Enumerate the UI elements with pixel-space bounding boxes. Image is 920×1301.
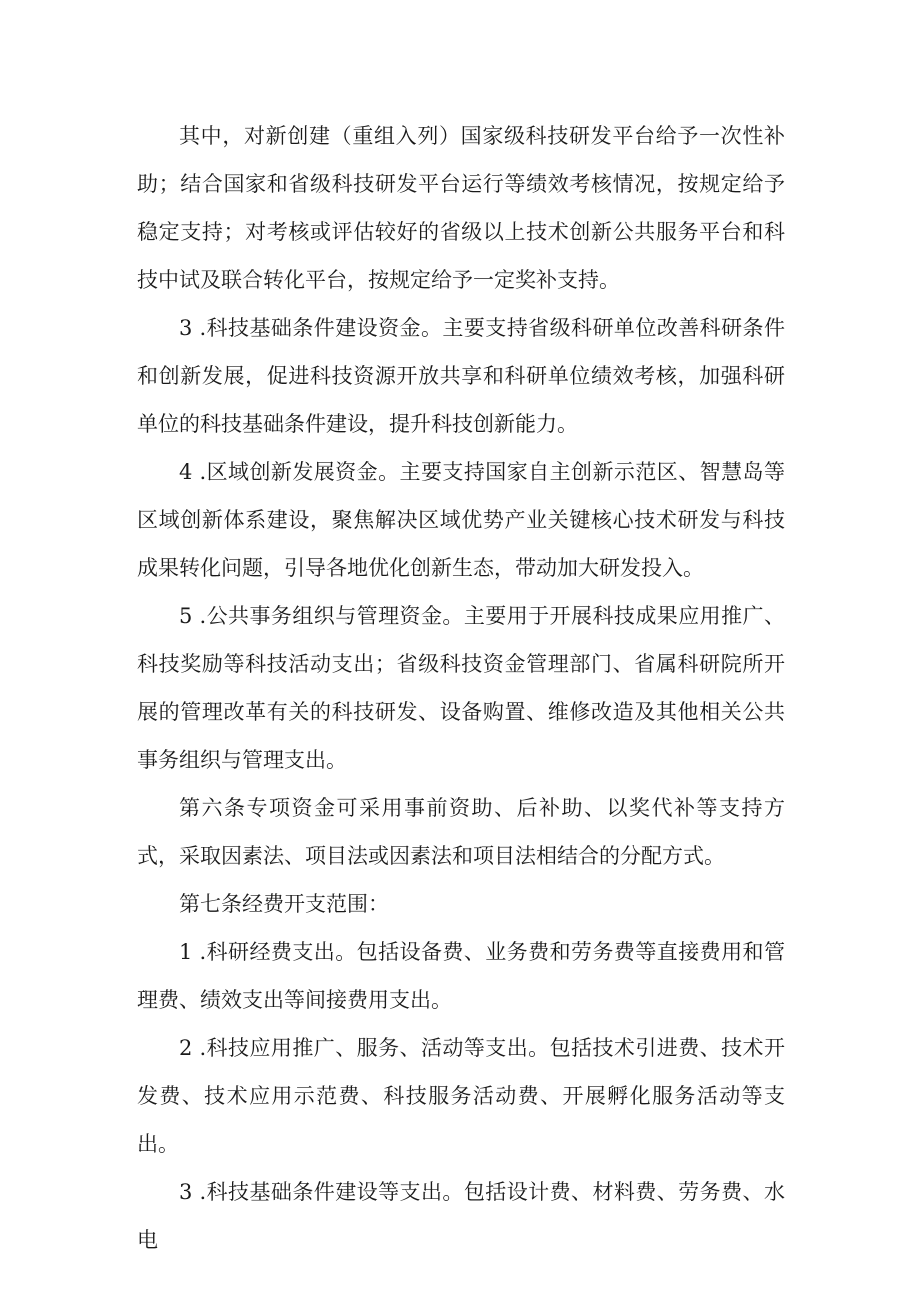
paragraph-public-affairs-fund: 5 .公共事务组织与管理资金。主要用于开展科技成果应用推广、科技奖励等科技活动支出；省级科技资金管理部门、省属科研院所开展的管理改革有关的科技研发、设备购置、维修改造及其他相关公共事务组织与管理支出。 <box>137 604 785 772</box>
paragraph-application-expenditure: 2 .科技应用推广、服务、活动等支出。包括技术引进费、技术开发费、技术应用示范费、科技服务活动费、开展孵化服务活动等支出。 <box>137 1036 785 1156</box>
paragraph-article-six: 第六条专项资金可采用事前资助、后补助、以奖代补等支持方式，采取因素法、项目法或因素法和项目法相结合的分配方式。 <box>137 796 785 868</box>
paragraph-regional-innovation-fund: 4 .区域创新发展资金。主要支持国家自主创新示范区、智慧岛等区域创新体系建设，聚焦解决区域优势产业关键核心技术研发与科技成果转化问题，引导各地优化创新生态，带动加大研发投入。 <box>137 460 785 580</box>
paragraph-research-expenditure: 1 .科研经费支出。包括设备费、业务费和劳务费等直接费用和管理费、绩效支出等间接费用支出。 <box>137 940 785 1012</box>
document-body <box>137 112 785 1264</box>
paragraph-basic-conditions-fund: 3 .科技基础条件建设资金。主要支持省级科研单位改善科研条件和创新发展，促进科技资源开放共享和科研单位绩效考核，加强科研单位的科技基础条件建设，提升科技创新能力。 <box>137 316 785 436</box>
paragraph-construction-expenditure: 3 .科技基础条件建设等支出。包括设计费、材料费、劳务费、水电 <box>137 1180 785 1252</box>
paragraph-article-seven: 第七条经费开支范围： <box>179 892 389 916</box>
paragraph-platform-subsidy: 其中，对新创建（重组入列）国家级科技研发平台给予一次性补助；结合国家和省级科技研发平台运行等绩效考核情况，按规定给予稳定支持；对考核或评估较好的省级以上技术创新公共服务平台和科技中试及联合转化平台，按规定给予一定奖补支持。 <box>137 124 785 292</box>
